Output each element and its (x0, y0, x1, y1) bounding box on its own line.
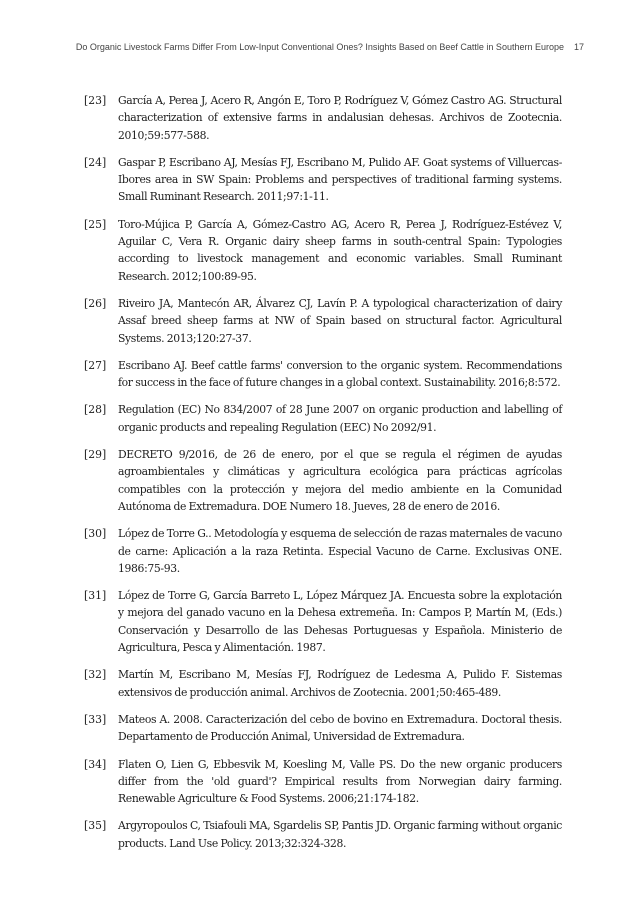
reference-item (84, 666, 562, 701)
running-header: Do Organic Livestock Farms Differ From Low-Input Conventional Ones? Insights Based on Beef Cattle in Southern Europe (75, 42, 564, 52)
reference-text: García A, Perea J, Acero R, Angón E, Toro P, Rodríguez V, Gómez Castro AG. Structural characterization of extensive farms in andalusian dehesas. Archivos de Zootecnia. 2010;59:577-588. (118, 94, 562, 142)
reference-number: [32] (84, 668, 107, 682)
reference-text: López de Torre G.. Metodología y esquema de selección de razas maternales de vacuno de carne: Aplicación a la raza Retinta. Especial Vacuno de Carne. Exclusivas ONE. 1986:75-93. (118, 527, 562, 575)
reference-number: [35] (84, 819, 107, 833)
reference-list (84, 92, 562, 862)
reference-number: [26] (84, 296, 107, 310)
reference-text: DECRETO 9/2016, de 26 de enero, por el que se regula el régimen de ayudas agroambientales y climáticas y agricultura ecológica para prácticas agrícolas compatibles con la protección y mejora del medio ambiente en la Comunidad Autónoma de Extremadura. DOE Numero 18. Jueves, 28 de enero de 2016. (118, 448, 562, 513)
reference-text: Argyropoulos C, Tsiafouli MA, Sgardelis SP, Pantis JD. Organic farming without organic products. Land Use Policy. 2013;32:324-328. (118, 819, 562, 850)
reference-item (84, 756, 562, 808)
reference-item (84, 525, 562, 577)
reference-item (84, 401, 562, 436)
reference-text: Gaspar P, Escribano AJ, Mesías FJ, Escribano M, Pulido AF. Goat systems of Villuercas-Ibores area in SW Spain: Problems and perspectives of traditional farming systems. Small Ruminant Research. 2011;97:1-11. (118, 155, 562, 204)
reference-text: Escribano AJ. Beef cattle farms' conversion to the organic system. Recommendations for success in the face of future changes in a global context. Sustainability. 2016;8:572. (118, 358, 562, 390)
reference-number: [30] (84, 527, 107, 541)
reference-number: [34] (84, 757, 107, 771)
reference-text: Martín M, Escribano M, Mesías FJ, Rodríguez de Ledesma A, Pulido F. Sistemas extensivos de producción animal. Archivos de Zootecnia. 2001;50:465-489. (118, 668, 562, 699)
reference-item (84, 216, 562, 285)
reference-number: [29] (84, 448, 107, 462)
reference-number: [25] (84, 217, 107, 231)
reference-text: Toro-Mújica P, García A, Gómez-Castro AG, Acero R, Perea J, Rodríguez-Estévez V, Aguilar C, Vera R. Organic dairy sheep farms in south-central Spain: Typologies according to livestock management and economic variables. Small Ruminant Research. 2012;100:89-95. (118, 217, 562, 283)
reference-text: Flaten O, Lien G, Ebbesvik M, Koesling M, Valle PS. Do the new organic producers differ from the 'old guard'? Empirical results from Norwegian dairy farming. Renewable Agriculture & Food Systems. 2006;21:174-182. (118, 757, 562, 806)
reference-item (84, 357, 562, 392)
reference-number: [33] (84, 712, 107, 726)
reference-number: [28] (84, 403, 107, 417)
reference-number: [23] (84, 94, 107, 107)
reference-item (84, 587, 562, 656)
reference-number: [24] (84, 155, 107, 169)
reference-item (84, 295, 562, 347)
reference-item (84, 92, 562, 144)
reference-item (84, 154, 562, 206)
reference-number: [31] (84, 589, 107, 603)
reference-item (84, 711, 562, 746)
page-number: 17 (574, 42, 585, 52)
reference-item (84, 446, 562, 515)
reference-item (84, 817, 562, 852)
reference-number: [27] (84, 358, 107, 372)
reference-text: Riveiro JA, Mantecón AR, Álvarez CJ, Lavín P. A typological characterization of dairy Assaf breed sheep farms at NW of Spain based on structural factor. Agricultural Systems. 2013;120:27-37. (118, 296, 562, 345)
reference-text: Regulation (EC) No 834/2007 of 28 June 2007 on organic production and labelling of organic products and repealing Regulation (EEC) No 2092/91. (118, 403, 562, 434)
reference-text: Mateos A. 2008. Caracterización del cebo de bovino en Extremadura. Doctoral thesis. Departamento de Producción Animal, Universidad de Extremadura. (118, 712, 562, 744)
reference-text: López de Torre G, García Barreto L, López Márquez JA. Encuesta sobre la explotación y mejora del ganado vacuno en la Dehesa extremeña. In: Campos P, Martín M, (Eds.) Conservación y Desarrollo de las Dehesas Portuguesas y Española. Ministerio de Agricultura, Pesca y Alimentación. 1987. (118, 589, 562, 655)
